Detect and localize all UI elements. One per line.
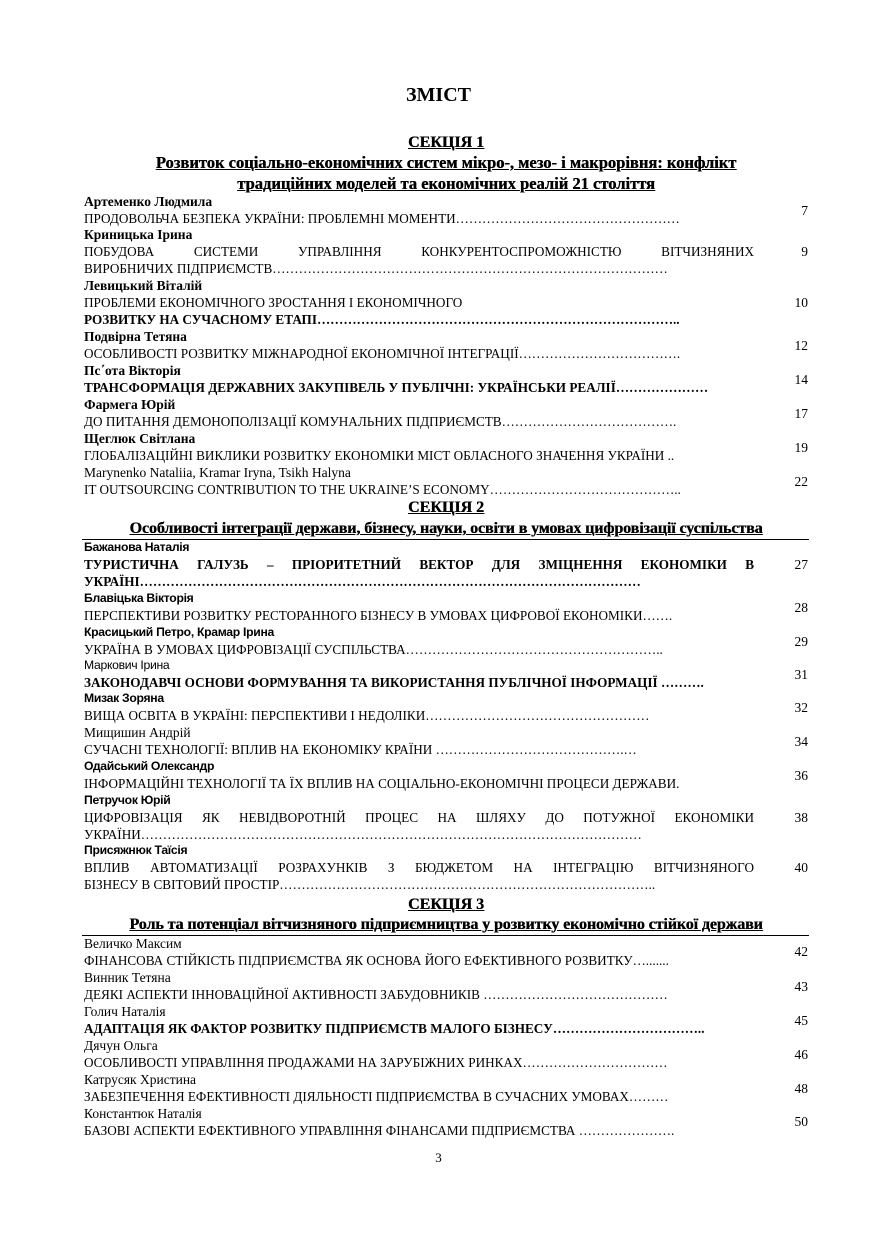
entry-title-line: ГЛОБАЛІЗАЦІЙНІ ВИКЛИКИ РОЗВИТКУ ЕКОНОМІКИ МІСТ ОБЛАСНОГО ЗНАЧЕННЯ УКРАЇНИ .. bbox=[84, 448, 675, 463]
entry-page-number: 28 bbox=[794, 600, 808, 615]
entry-page-number: 22 bbox=[794, 474, 808, 489]
toc-entry[interactable] bbox=[84, 226, 808, 277]
entry-title-line: ВИРОБНИЧИХ ПІДПРИЄМСТВ……………………………………………………………………………… bbox=[84, 261, 668, 276]
entry-title bbox=[84, 413, 754, 430]
entry-title bbox=[84, 741, 754, 758]
toc-entry[interactable] bbox=[84, 396, 808, 430]
toc-entry[interactable] bbox=[84, 1003, 808, 1037]
entry-title bbox=[84, 243, 754, 277]
entry-title-line: УКРАЇНІ…………………………………………………………………………………………………… bbox=[84, 574, 641, 589]
entry-page-number: 19 bbox=[794, 440, 808, 455]
toc-entry[interactable] bbox=[84, 758, 808, 792]
section-2-label: СЕКЦІЯ 2 bbox=[407, 499, 485, 516]
toc-title: ЗМІСТ bbox=[406, 84, 471, 106]
entry-title-line: РОЗВИТКУ НА СУЧАСНОМУ ЕТАПІ……………………………………………………………………….. bbox=[84, 312, 680, 327]
entry-author: Голич Наталія bbox=[84, 1004, 166, 1019]
entry-title bbox=[84, 1088, 754, 1105]
section-2-title: Особливості інтеграції держави, бізнесу, науки, освіти в умовах цифровізації суспільства bbox=[129, 520, 763, 537]
entry-title bbox=[84, 447, 754, 464]
entry-title-line: ФІНАНСОВА СТІЙКІСТЬ ПІДПРИЄМСТВА ЯК ОСНОВА ЙОГО ЕФЕКТИВНОГО РОЗВИТКУ…....... bbox=[84, 953, 669, 968]
entry-author: Блавіцька Вікторія bbox=[84, 591, 194, 605]
entry-page-number: 40 bbox=[794, 860, 808, 875]
entry-title bbox=[84, 1122, 754, 1139]
entry-title bbox=[84, 859, 754, 893]
entry-author: Маркович Ірина bbox=[84, 658, 170, 672]
entry-page-number: 36 bbox=[794, 768, 808, 783]
toc-entry[interactable] bbox=[84, 539, 808, 590]
entry-title-line: ВИЩА ОСВІТА В УКРАЇНІ: ПЕРСПЕКТИВИ І НЕДОЛІКИ…………………………………………… bbox=[84, 708, 650, 723]
section-3-label: СЕКЦІЯ 3 bbox=[407, 896, 485, 913]
entry-title bbox=[84, 1054, 754, 1071]
toc-entry[interactable] bbox=[84, 464, 808, 498]
toc-entry[interactable] bbox=[84, 935, 808, 969]
entry-title-line: ПОБУДОВА СИСТЕМИ УПРАВЛІННЯ КОНКУРЕНТОСПРОМОЖНІСТЮ ВІТЧИЗНЯНИХ bbox=[84, 244, 754, 259]
page-number-footer: 3 bbox=[435, 1150, 442, 1165]
entry-page-number: 34 bbox=[794, 734, 808, 749]
entry-author: Левицький Віталій bbox=[84, 278, 203, 293]
entry-page-number: 7 bbox=[801, 203, 808, 218]
entry-author: Присяжнюк Таїсія bbox=[84, 843, 188, 857]
toc-entry[interactable] bbox=[84, 277, 808, 328]
toc-entry[interactable] bbox=[84, 792, 808, 843]
entry-title-line: ЦИФРОВІЗАЦІЯ ЯК НЕВІДВОРОТНІЙ ПРОЦЕС НА ШЛЯХУ ДО ПОТУЖНОЇ ЕКОНОМІКИ bbox=[84, 810, 754, 825]
entry-page-number: 38 bbox=[794, 810, 808, 825]
entry-author: Щеглюк Світлана bbox=[84, 431, 196, 446]
entry-author: Подвірна Тетяна bbox=[84, 329, 187, 344]
toc-entry[interactable] bbox=[84, 590, 808, 624]
entry-title-line: ПРОБЛЕМИ ЕКОНОМІЧНОГО ЗРОСТАННЯ І ЕКОНОМІЧНОГО bbox=[84, 295, 463, 310]
entry-title bbox=[84, 556, 754, 590]
entry-title-line: ДЕЯКІ АСПЕКТИ ІННОВАЦІЙНОЇ АКТИВНОСТІ ЗАБУДОВНИКІВ …………………………………… bbox=[84, 987, 668, 1002]
toc-entry[interactable] bbox=[84, 690, 808, 724]
entry-title bbox=[84, 809, 754, 843]
entry-title bbox=[84, 1020, 754, 1037]
toc-entry[interactable] bbox=[84, 1071, 808, 1105]
entry-page-number: 50 bbox=[794, 1114, 808, 1129]
entry-title bbox=[84, 210, 754, 227]
entry-title-line: ІНФОРМАЦІЙНІ ТЕХНОЛОГІЇ ТА ЇХ ВПЛИВ НА СОЦІАЛЬНО-ЕКОНОМІЧНІ ПРОЦЕСИ ДЕРЖАВИ. bbox=[84, 776, 680, 791]
entry-page-number: 43 bbox=[794, 979, 808, 994]
entry-title-line: АДАПТАЦІЯ ЯК ФАКТОР РОЗВИТКУ ПІДПРИЄМСТВ МАЛОГО БІЗНЕСУ…………………………….. bbox=[84, 1021, 705, 1036]
toc-entry[interactable] bbox=[84, 328, 808, 362]
toc-entry[interactable] bbox=[84, 193, 808, 227]
entry-author: Одайський Олександр bbox=[84, 759, 215, 773]
entry-page-number: 12 bbox=[794, 338, 808, 353]
entry-page-number: 17 bbox=[794, 406, 808, 421]
entry-author: Дячун Ольга bbox=[84, 1038, 158, 1053]
entry-page-number: 48 bbox=[794, 1081, 808, 1096]
entry-title bbox=[84, 986, 754, 1003]
entry-title-line: ОСОБЛИВОСТІ РОЗВИТКУ МІЖНАРОДНОЇ ЕКОНОМІЧНОЇ ІНТЕГРАЦІЇ………………………………. bbox=[84, 346, 681, 361]
entry-title-line: УКРАЇНИ…………………………………………………………………………………………………… bbox=[84, 827, 642, 842]
entry-title-line: ТУРИСТИЧНА ГАЛУЗЬ – ПРІОРИТЕТНИЙ ВЕКТОР ДЛЯ ЗМІЦНЕННЯ ЕКОНОМІКИ В bbox=[84, 557, 754, 572]
entry-title-line: БІЗНЕСУ В СВІТОВИЙ ПРОСТІР………………………………………………………………………….. bbox=[84, 877, 656, 892]
entry-title bbox=[84, 607, 754, 624]
entry-author: Винник Тетяна bbox=[84, 970, 171, 985]
entry-title bbox=[84, 379, 754, 396]
entry-page-number: 14 bbox=[794, 372, 808, 387]
entry-page-number: 42 bbox=[794, 944, 808, 959]
section-1-title-line-1: Розвиток соціально-економічних систем мікро-, мезо- і макрорівня: конфлікт bbox=[155, 153, 737, 172]
entry-title-line: ВПЛИВ АВТОМАТИЗАЦІЇ РОЗРАХУНКІВ З БЮДЖЕТОМ НА ІНТЕГРАЦІЮ ВІТЧИЗНЯНОГО bbox=[84, 860, 754, 875]
entry-title bbox=[84, 641, 754, 658]
entry-title-line: ЗАКОНОДАВЧІ ОСНОВИ ФОРМУВАННЯ ТА ВИКОРИСТАННЯ ПУБЛІЧНОЇ ІНФОРМАЦІЇ ………. bbox=[84, 675, 704, 690]
toc-entry[interactable] bbox=[84, 724, 808, 758]
section-1-label: СЕКЦІЯ 1 bbox=[407, 134, 485, 151]
toc-entry[interactable] bbox=[84, 657, 808, 691]
entry-page-number: 27 bbox=[794, 557, 808, 572]
entry-title-line: ДО ПИТАННЯ ДЕМОНОПОЛІЗАЦІЇ КОМУНАЛЬНИХ ПІДПРИЄМСТВ…………………………………. bbox=[84, 414, 677, 429]
entry-author: Фармега Юрій bbox=[84, 397, 176, 412]
entry-author: Артеменко Людмила bbox=[84, 194, 213, 209]
entry-page-number: 32 bbox=[794, 700, 808, 715]
entry-title bbox=[84, 775, 774, 792]
entry-author: Криницька Ірина bbox=[84, 227, 193, 242]
entry-page-number: 29 bbox=[794, 634, 808, 649]
entry-title-line: ОСОБЛИВОСТІ УПРАВЛІННЯ ПРОДАЖАМИ НА ЗАРУБІЖНИХ РИНКАХ…………………………… bbox=[84, 1055, 668, 1070]
entry-title-line: БАЗОВІ АСПЕКТИ ЕФЕКТИВНОГО УПРАВЛІННЯ ФІНАНСАМИ ПІДПРИЄМСТВА …………………. bbox=[84, 1123, 675, 1138]
toc-entry[interactable] bbox=[84, 1037, 808, 1071]
entry-author: Константюк Наталія bbox=[84, 1106, 202, 1121]
entry-title-line: СУЧАСНІ ТЕХНОЛОГІЇ: ВПЛИВ НА ЕКОНОМІКУ КРАЇНИ …………………………………….… bbox=[84, 742, 637, 757]
toc-entry[interactable] bbox=[84, 624, 808, 658]
toc-entry[interactable] bbox=[84, 1105, 808, 1139]
entry-author: Мищишин Андрій bbox=[84, 725, 191, 740]
entry-title bbox=[84, 345, 754, 362]
entry-author: Величко Максим bbox=[84, 936, 182, 951]
entry-page-number: 10 bbox=[794, 295, 808, 310]
entry-title-line: ПРОДОВОЛЬЧА БЕЗПЕКА УКРАЇНИ: ПРОБЛЕМНІ МОМЕНТИ…………………………………………… bbox=[84, 211, 680, 226]
entry-title bbox=[84, 707, 754, 724]
section-1-title-line-2: традиційних моделей та економічних реалій 21 століття bbox=[237, 174, 655, 193]
entry-title-line: ПЕРСПЕКТИВИ РОЗВИТКУ РЕСТОРАННОГО БІЗНЕСУ В УМОВАХ ЦИФРОВОЇ ЕКОНОМІКИ……. bbox=[84, 608, 673, 623]
entry-page-number: 46 bbox=[794, 1047, 808, 1062]
entry-author: Катрусяк Христина bbox=[84, 1072, 197, 1087]
toc-entry[interactable] bbox=[84, 362, 808, 396]
entry-title bbox=[84, 952, 754, 969]
entry-title bbox=[84, 481, 754, 498]
entry-author: Петручок Юрій bbox=[84, 793, 171, 807]
toc-entry[interactable] bbox=[84, 969, 808, 1003]
entry-title bbox=[84, 294, 754, 328]
entry-title-line: ЗАБЕЗПЕЧЕННЯ ЕФЕКТИВНОСТІ ДІЯЛЬНОСТІ ПІДПРИЄМСТВА В СУЧАСНИХ УМОВАХ……… bbox=[84, 1089, 669, 1104]
entry-author: Мизак Зоряна bbox=[84, 691, 164, 705]
toc-entry[interactable] bbox=[84, 842, 808, 893]
entry-title bbox=[84, 674, 754, 691]
entry-author: Пс΄ота Вікторія bbox=[84, 363, 181, 378]
section-3-title: Роль та потенціал вітчизняного підприємництва у розвитку економічно стійкої держави bbox=[129, 916, 763, 933]
entry-author: Красицький Петро, Крамар Ірина bbox=[84, 625, 274, 639]
entry-page-number: 9 bbox=[801, 244, 808, 259]
entry-title-line: ТРАНСФОРМАЦІЯ ДЕРЖАВНИХ ЗАКУПІВЕЛЬ У ПУБЛІЧНІ: УКРАЇНСЬКИ РЕАЛІЇ………………… bbox=[84, 380, 709, 395]
toc-entry[interactable] bbox=[84, 430, 808, 464]
entry-author: Бажанова Наталія bbox=[84, 540, 190, 554]
entry-page-number: 31 bbox=[794, 667, 808, 682]
entry-title-line: УКРАЇНА В УМОВАХ ЦИФРОВІЗАЦІЇ СУСПІЛЬСТВА………………………………………………….. bbox=[84, 642, 663, 657]
entry-author: Marynenko Nataliia, Kramar Iryna, Tsikh Halyna bbox=[84, 465, 351, 480]
entry-page-number: 45 bbox=[794, 1013, 808, 1028]
entry-title-line: IT OUTSOURCING CONTRIBUTION TO THE UKRAINE’S ECONOMY…………………………………….. bbox=[84, 482, 681, 497]
